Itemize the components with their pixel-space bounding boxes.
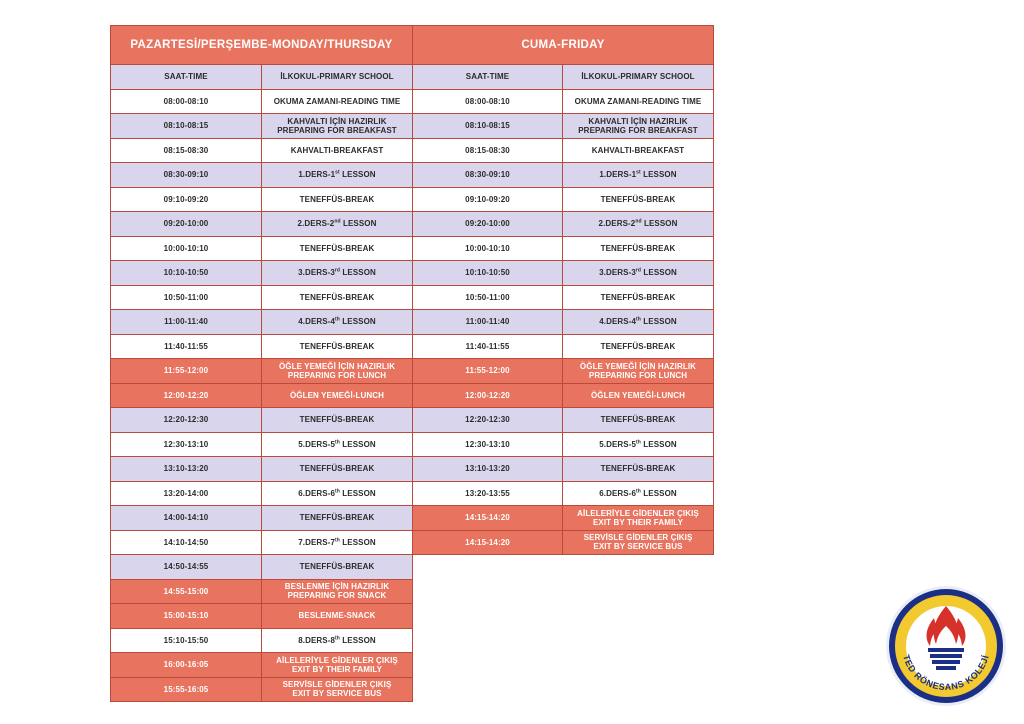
activity-cell: AİLELERİYLE GİDENLER ÇIKIŞ EXIT BY THEIR FAMILY (262, 653, 413, 678)
activity-suffix: LESSON (339, 635, 376, 645)
time-cell: 08:15-08:30 (111, 138, 262, 163)
activity-cell (563, 481, 714, 506)
time-cell: 12:20-12:30 (111, 408, 262, 433)
table-row (413, 481, 714, 506)
time-cell: 13:10-13:20 (111, 457, 262, 482)
time-cell: 09:10-09:20 (111, 187, 262, 212)
activity-suffix: LESSON (640, 317, 677, 327)
time-cell: 12:00-12:20 (413, 383, 563, 408)
time-cell: 10:10-10:50 (413, 261, 563, 286)
activity-cell: AİLELERİYLE GİDENLER ÇIKIŞ EXIT BY THEIR FAMILY (563, 506, 714, 531)
ordinal-suffix: nd (635, 218, 642, 225)
activity-suffix: LESSON (340, 219, 377, 229)
table-row (413, 163, 714, 188)
time-cell: 14:50-14:55 (111, 555, 262, 580)
table-row (111, 89, 413, 114)
activity-cell: TENEFFÜS-BREAK (262, 187, 413, 212)
activity-cell: OKUMA ZAMANI-READING TIME (262, 89, 413, 114)
time-cell: 12:00-12:20 (111, 383, 262, 408)
time-cell: 08:30-09:10 (111, 163, 262, 188)
activity-text: 1.DERS-1 (298, 170, 336, 180)
activity-cell (563, 310, 714, 335)
activity-cell: TENEFFÜS-BREAK (262, 555, 413, 580)
activity-text: 1.DERS-1 (599, 170, 637, 180)
table-row (111, 187, 413, 212)
table-row (413, 187, 714, 212)
time-cell: 12:30-13:10 (413, 432, 563, 457)
friday-table (412, 25, 714, 555)
table-row (413, 530, 714, 555)
table-title: CUMA-FRIDAY (413, 26, 714, 65)
activity-cell (563, 163, 714, 188)
table-row (111, 604, 413, 629)
table-row (413, 236, 714, 261)
time-cell: 13:10-13:20 (413, 457, 563, 482)
activity-suffix: LESSON (640, 488, 677, 498)
table-row (111, 236, 413, 261)
table-row (413, 310, 714, 335)
ordinal-suffix: th (636, 439, 641, 446)
time-cell: 10:10-10:50 (111, 261, 262, 286)
table-row (413, 114, 714, 139)
time-cell: 11:40-11:55 (413, 334, 563, 359)
time-cell: 08:00-08:10 (111, 89, 262, 114)
table-row (111, 163, 413, 188)
activity-text: 4.DERS-4 (599, 317, 637, 327)
time-cell: 11:00-11:40 (413, 310, 563, 335)
activity-cell (262, 163, 413, 188)
table-row (111, 212, 413, 237)
activity-cell: TENEFFÜS-BREAK (262, 334, 413, 359)
table-row (413, 212, 714, 237)
table-row (413, 285, 714, 310)
table-row (413, 261, 714, 286)
activity-text: 5.DERS-5 (298, 439, 336, 449)
time-cell: 10:50-11:00 (413, 285, 563, 310)
ordinal-suffix: th (335, 316, 340, 323)
table-row (413, 457, 714, 482)
time-cell: 12:30-13:10 (111, 432, 262, 457)
activity-text: 5.DERS-5 (599, 439, 637, 449)
table-row (111, 481, 413, 506)
activity-cell: BESLENME İÇİN HAZIRLIK PREPARING FOR SNACK (262, 579, 413, 604)
activity-suffix: LESSON (640, 170, 677, 180)
activity-cell: TENEFFÜS-BREAK (262, 506, 413, 531)
activity-cell (262, 530, 413, 555)
activity-cell: TENEFFÜS-BREAK (563, 187, 714, 212)
ordinal-suffix: th (335, 439, 340, 446)
table-row (111, 138, 413, 163)
activity-cell: TENEFFÜS-BREAK (563, 285, 714, 310)
time-cell: 09:20-10:00 (413, 212, 563, 237)
time-cell: 15:00-15:10 (111, 604, 262, 629)
time-cell: 09:10-09:20 (413, 187, 563, 212)
activity-suffix: LESSON (339, 317, 376, 327)
activity-cell: KAHVALTI İÇİN HAZIRLIK PREPARING FOR BREAKFAST (563, 114, 714, 139)
time-cell: 11:40-11:55 (111, 334, 262, 359)
time-cell: 08:30-09:10 (413, 163, 563, 188)
activity-cell: SERVİSLE GİDENLER ÇIKIŞ EXIT BY SERVICE BUS (563, 530, 714, 555)
ordinal-suffix: rd (334, 267, 341, 274)
activity-cell: ÖĞLE YEMEĞİ İÇİN HAZIRLIK PREPARING FOR LUNCH (563, 359, 714, 384)
table-row (111, 579, 413, 604)
ordinal-suffix: st (335, 169, 340, 176)
activity-text: 3.DERS-3 (298, 268, 335, 278)
ordinal-suffix: th (335, 635, 340, 642)
table-row (413, 334, 714, 359)
ordinal-suffix: th (636, 488, 641, 495)
ordinal-suffix: rd (635, 267, 642, 274)
time-cell: 16:00-16:05 (111, 653, 262, 678)
time-cell: 14:15-14:20 (413, 530, 563, 555)
table-row (111, 114, 413, 139)
activity-cell: KAHVALTI-BREAKFAST (563, 138, 714, 163)
time-cell: 08:10-08:15 (413, 114, 563, 139)
activity-text: 2.DERS-2 (297, 219, 335, 229)
activity-cell: ÖĞLEN YEMEĞİ-LUNCH (262, 383, 413, 408)
activity-suffix: LESSON (641, 219, 678, 229)
activity-cell (262, 310, 413, 335)
table-row (111, 310, 413, 335)
table-row (111, 653, 413, 678)
activity-text: 4.DERS-4 (298, 317, 336, 327)
activity-suffix: LESSON (339, 170, 376, 180)
activity-suffix: LESSON (339, 537, 376, 547)
activity-cell: TENEFFÜS-BREAK (563, 457, 714, 482)
activity-cell: BESLENME-SNACK (262, 604, 413, 629)
activity-cell (262, 212, 413, 237)
table-row (413, 359, 714, 384)
activity-cell: KAHVALTI İÇİN HAZIRLIK PREPARING FOR BREAKFAST (262, 114, 413, 139)
activity-cell: TENEFFÜS-BREAK (262, 408, 413, 433)
activity-cell (262, 628, 413, 653)
activity-text: 7.DERS-7 (298, 537, 336, 547)
table-row (413, 138, 714, 163)
activity-cell: OKUMA ZAMANI-READING TIME (563, 89, 714, 114)
column-header-school: İLKOKUL-PRIMARY SCHOOL (262, 65, 413, 90)
activity-text: 8.DERS-8 (298, 635, 336, 645)
activity-cell (262, 432, 413, 457)
time-cell: 15:10-15:50 (111, 628, 262, 653)
table-row (111, 285, 413, 310)
activity-cell: TENEFFÜS-BREAK (262, 285, 413, 310)
activity-cell (563, 432, 714, 457)
time-cell: 14:00-14:10 (111, 506, 262, 531)
time-cell: 14:55-15:00 (111, 579, 262, 604)
activity-cell (563, 261, 714, 286)
activity-cell: TENEFFÜS-BREAK (563, 334, 714, 359)
table-row (111, 628, 413, 653)
time-cell: 11:55-12:00 (111, 359, 262, 384)
table-row (413, 89, 714, 114)
table-row (413, 408, 714, 433)
activity-text: 6.DERS-6 (599, 488, 637, 498)
column-header-school: İLKOKUL-PRIMARY SCHOOL (563, 65, 714, 90)
activity-text: 6.DERS-6 (298, 488, 336, 498)
table-row (111, 530, 413, 555)
activity-cell: TENEFFÜS-BREAK (262, 236, 413, 261)
table-row (111, 506, 413, 531)
ordinal-suffix: nd (334, 218, 341, 225)
activity-cell: SERVİSLE GİDENLER ÇIKIŞ EXIT BY SERVICE BUS (262, 677, 413, 702)
activity-suffix: LESSON (641, 268, 677, 278)
table-row (111, 432, 413, 457)
time-cell: 08:00-08:10 (413, 89, 563, 114)
ted-ronesans-koleji-logo (884, 584, 1008, 708)
activity-suffix: LESSON (340, 268, 376, 278)
table-row (111, 334, 413, 359)
table-row (111, 383, 413, 408)
logo-arc-text: TED RÖNESANS KOLEJİ (901, 653, 991, 693)
table-row (111, 408, 413, 433)
activity-cell: ÖĞLE YEMEĞİ İÇİN HAZIRLIK PREPARING FOR LUNCH (262, 359, 413, 384)
activity-cell: ÖĞLEN YEMEĞİ-LUNCH (563, 383, 714, 408)
column-header-time: SAAT-TIME (111, 65, 262, 90)
activity-text: 2.DERS-2 (598, 219, 636, 229)
time-cell: 14:10-14:50 (111, 530, 262, 555)
activity-suffix: LESSON (339, 439, 376, 449)
table-title: PAZARTESİ/PERŞEMBE-MONDAY/THURSDAY (111, 26, 413, 65)
time-cell: 11:55-12:00 (413, 359, 563, 384)
time-cell: 08:15-08:30 (413, 138, 563, 163)
time-cell: 09:20-10:00 (111, 212, 262, 237)
activity-cell (563, 212, 714, 237)
time-cell: 10:00-10:10 (413, 236, 563, 261)
time-cell: 08:10-08:15 (111, 114, 262, 139)
table-row (111, 677, 413, 702)
ordinal-suffix: th (335, 488, 340, 495)
activity-cell: TENEFFÜS-BREAK (262, 457, 413, 482)
table-row (413, 432, 714, 457)
time-cell: 13:20-13:55 (413, 481, 563, 506)
ordinal-suffix: st (636, 169, 641, 176)
table-row (111, 359, 413, 384)
time-cell: 15:55-16:05 (111, 677, 262, 702)
table-row (111, 457, 413, 482)
table-row (413, 506, 714, 531)
activity-cell: TENEFFÜS-BREAK (563, 236, 714, 261)
time-cell: 10:00-10:10 (111, 236, 262, 261)
time-cell: 14:15-14:20 (413, 506, 563, 531)
ordinal-suffix: th (335, 537, 340, 544)
time-cell: 12:20-12:30 (413, 408, 563, 433)
time-cell: 11:00-11:40 (111, 310, 262, 335)
activity-cell (262, 261, 413, 286)
time-cell: 13:20-14:00 (111, 481, 262, 506)
ordinal-suffix: th (636, 316, 641, 323)
activity-cell (262, 481, 413, 506)
activity-suffix: LESSON (640, 439, 677, 449)
monday-thursday-table (110, 25, 413, 702)
table-row (111, 555, 413, 580)
column-header-time: SAAT-TIME (413, 65, 563, 90)
activity-suffix: LESSON (339, 488, 376, 498)
activity-cell: TENEFFÜS-BREAK (563, 408, 714, 433)
activity-cell: KAHVALTI-BREAKFAST (262, 138, 413, 163)
time-cell: 10:50-11:00 (111, 285, 262, 310)
table-row (413, 383, 714, 408)
activity-text: 3.DERS-3 (599, 268, 636, 278)
table-row (111, 261, 413, 286)
